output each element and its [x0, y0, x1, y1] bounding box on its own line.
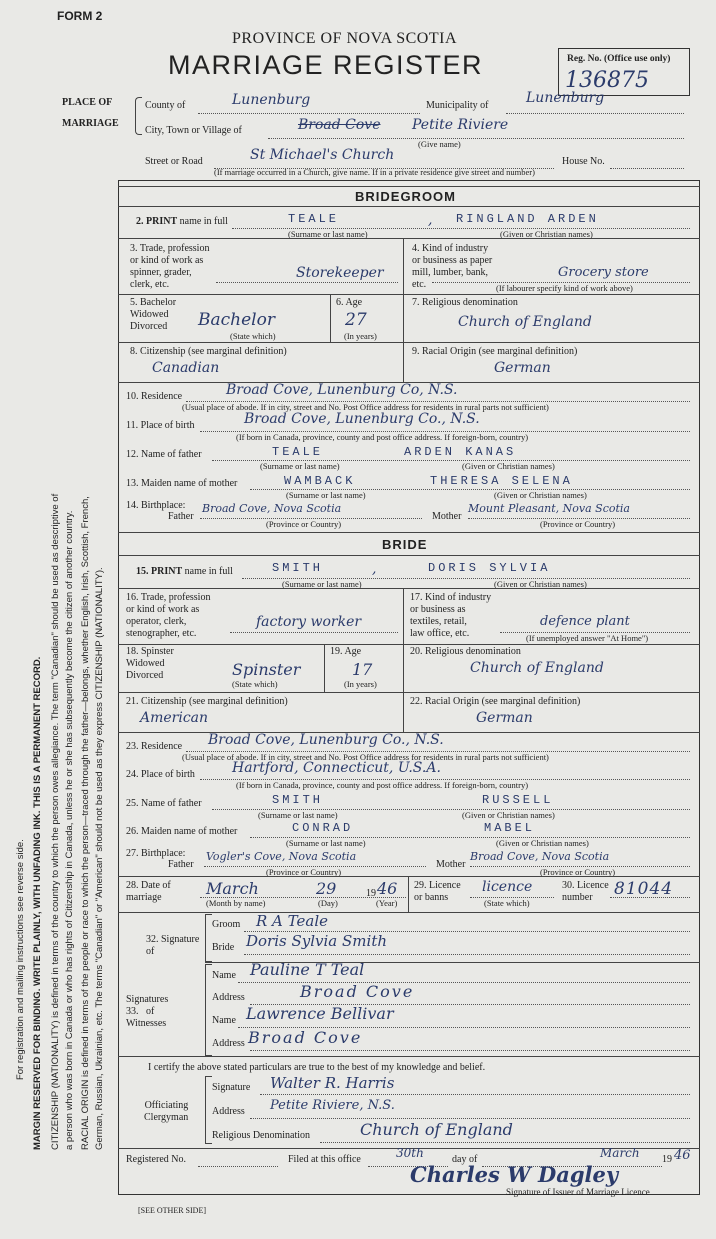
witness-2-name: Lawrence Bellivar — [246, 1004, 394, 1023]
groom-industry-label: 4. Kind of industry or business as paper mill, lumber, bank, etc. — [412, 243, 493, 290]
bride-status-label: 18. Spinster Widowed Divorced — [126, 646, 174, 681]
church-note: (If marriage occurred in a Church, give name. If in a private residence give street and number) — [214, 167, 535, 177]
form-number: FORM 2 — [57, 9, 103, 23]
bride-industry: defence plant — [540, 614, 630, 629]
clergyman-denomination: Church of England — [360, 1120, 513, 1139]
signature-label-33: Signatures 33. of Witnesses — [126, 994, 169, 1029]
bride-father-given: RUSSELL — [482, 793, 554, 807]
groom-status-label: 5. Bachelor Widowed Divorced — [130, 297, 177, 332]
groom-racial-label: 9. Racial Origin (see marginal definition) — [412, 346, 578, 357]
witness-1-name: Pauline T Teal — [250, 960, 365, 979]
signature-label-32: 32. Signature of — [146, 934, 200, 957]
certify-statement: I certify the above stated particulars are true to the best of my knowledge and belief. — [148, 1062, 486, 1073]
bride-heading: BRIDE — [382, 537, 428, 552]
bridegroom-heading: BRIDEGROOM — [355, 189, 456, 204]
groom-age: 27 — [345, 310, 367, 330]
filed-label: Filed at this office — [288, 1154, 361, 1165]
issuer-signature: Charles W Dagley — [410, 1162, 619, 1187]
bride-father-label: 25. Name of father — [126, 798, 202, 809]
groom-trade-label: 3. Trade, profession or kind of work as spinner, grader, clerk, etc. — [130, 243, 210, 290]
bride-mother-birthplace: Broad Cove, Nova Scotia — [470, 850, 610, 863]
groom-father-given: ARDEN KANAS — [404, 445, 517, 459]
filed-year: 46 — [674, 1148, 691, 1163]
bride-birth-label: 24. Place of birth — [126, 769, 195, 780]
bride-racial: German — [476, 710, 533, 726]
sidebar-line-2: MARGIN RESERVED FOR BINDING. WRITE PLAINLY, WITH UNFADING INK. THIS IS A PERMANENT RECORD. — [32, 656, 43, 1150]
bride-industry-label: 17. Kind of industry or business as textiles, retail, law office, etc. — [410, 592, 492, 639]
groom-residence-label: 10. Residence — [126, 391, 183, 402]
groom-age-label: 6. Age — [336, 297, 363, 308]
bride-mother-given: MABEL — [484, 821, 536, 835]
bride-citizenship-label: 21. Citizenship (see marginal definition) — [126, 696, 288, 707]
clergyman-address: Petite Riviere, N.S. — [270, 1098, 395, 1113]
filed-month: March — [600, 1146, 640, 1160]
bride-birth: Hartford, Connecticut, U.S.A. — [232, 760, 441, 776]
groom-given: RINGLAND ARDEN — [456, 212, 599, 226]
bride-given: DORIS SYLVIA — [428, 561, 551, 575]
groom-trade: Storekeeper — [296, 265, 384, 281]
city-struck-value: Broad Cove — [298, 117, 381, 133]
issuer-label: Signature of Issuer of Marriage Licence — [506, 1187, 650, 1197]
bride-birthplace-label: 27. Birthplace: — [126, 848, 186, 859]
reg-number-box — [558, 48, 690, 96]
document-title: MARRIAGE REGISTER — [168, 50, 484, 80]
city-label: City, Town or Village of — [145, 125, 242, 136]
bride-mother-surname: CONRAD — [292, 821, 354, 835]
marriage-year: 46 — [377, 879, 398, 898]
city-value: Petite Riviere — [412, 117, 509, 133]
sidebar-line-4: a person who was born in Canada or who has rights of Citizenship in Canada, unless he or she has subsequently become the citizen of another country. — [64, 510, 75, 1150]
groom-mother-surname: WAMBACK — [284, 474, 356, 488]
bride-father-birthplace: Vogler's Cove, Nova Scotia — [206, 850, 357, 863]
bride-age-label: 19. Age — [330, 646, 362, 657]
see-other-side: [SEE OTHER SIDE] — [138, 1206, 206, 1215]
groom-religion-label: 7. Religious denomination — [412, 297, 518, 308]
bride-racial-label: 22. Racial Origin (see marginal definition) — [410, 696, 581, 707]
reg-number-label: Reg. No. (Office use only) — [567, 54, 671, 64]
street-label: Street or Road — [145, 156, 203, 167]
bride-age: 17 — [352, 660, 373, 679]
bride-trade-label: 16. Trade, profession or kind of work as operator, clerk, stenographer, etc. — [126, 592, 211, 639]
licence-number-label: 30. Licence number — [562, 880, 609, 903]
bride-mother-label: 26. Maiden name of mother — [126, 826, 238, 837]
house-label: House No. — [562, 156, 605, 167]
groom-religion: Church of England — [458, 314, 592, 330]
groom-residence: Broad Cove, Lunenburg Co, N.S. — [226, 382, 458, 398]
bride-residence-label: 23. Residence — [126, 741, 183, 752]
groom-mother-birthplace: Mount Pleasant, Nova Scotia — [468, 502, 630, 515]
place-bracket — [135, 97, 142, 135]
groom-status: Bachelor — [198, 310, 275, 330]
bride-religion: Church of England — [470, 660, 604, 676]
province-title: PROVINCE OF NOVA SCOTIA — [232, 30, 458, 47]
groom-racial: German — [494, 360, 551, 376]
groom-surname: TEALE — [288, 212, 340, 226]
bride-trade: factory worker — [256, 614, 362, 630]
licence-number: 81044 — [614, 879, 674, 899]
give-name-note: (Give name) — [418, 139, 461, 149]
sidebar-line-5: RACIAL ORIGIN is defined in terms of the people or race to which the person—traced through the father—belongs, whether English, Irish, Scottish, French, — [80, 496, 91, 1150]
reg-number-value: 136875 — [565, 68, 649, 93]
licence-label: 29. Licence or banns — [414, 880, 461, 903]
groom-industry: Grocery store — [558, 265, 649, 280]
place-label: PLACE OF MARRIAGE — [62, 97, 119, 129]
bride-father-surname: SMITH — [272, 793, 324, 807]
sidebar-line-3: CITIZENSHIP (NATIONALITY) is defined in terms of the country to which the person owes allegiance. The term "Canadian" should be used as descriptive of — [50, 493, 61, 1150]
groom-birth-label: 11. Place of birth — [126, 420, 195, 431]
groom-father-surname: TEALE — [272, 445, 324, 459]
county-value: Lunenburg — [232, 92, 311, 108]
bride-signature: Doris Sylvia Smith — [246, 932, 388, 950]
marriage-month: March — [206, 879, 259, 898]
groom-birth: Broad Cove, Lunenburg Co., N.S. — [244, 411, 480, 427]
sidebar-line-1: For registration and mailing instructions see reverse side. — [15, 839, 26, 1080]
municipality-label: Municipality of — [426, 100, 489, 111]
groom-father-label: 12. Name of father — [126, 449, 202, 460]
witness-2-address: Broad Cove — [248, 1028, 363, 1047]
clergyman-signature: Walter R. Harris — [270, 1074, 395, 1092]
clergyman-label: Officiating Clergyman — [144, 1100, 189, 1123]
registered-label: Registered No. — [126, 1154, 186, 1165]
groom-name-label: 2. PRINT name in full — [136, 216, 228, 227]
witness-1-address: Broad Cove — [300, 982, 415, 1001]
bride-status: Spinster — [232, 660, 301, 679]
groom-mother-label: 13. Maiden name of mother — [126, 478, 238, 489]
groom-mother-given: THERESA SELENA — [430, 474, 573, 488]
bride-name-label: 15. PRINT name in full — [136, 566, 233, 577]
groom-signature: R A Teale — [256, 912, 328, 930]
filed-day: 30th — [396, 1146, 424, 1160]
street-value: St Michael's Church — [250, 147, 395, 163]
marriage-day: 29 — [316, 879, 337, 898]
groom-citizenship-label: 8. Citizenship (see marginal definition) — [130, 346, 287, 357]
county-label: County of — [145, 100, 186, 111]
licence-type: licence — [482, 879, 533, 895]
bride-surname: SMITH — [272, 561, 324, 575]
bride-religion-label: 20. Religious denomination — [410, 646, 521, 657]
sidebar-line-6: German, Russian, Ukrainian, etc. The terms "Canadian" or "American" should not be used as they express CITIZENSHIP (NATIONALITY). — [94, 567, 105, 1150]
groom-birthplace-label: 14. Birthplace: — [126, 500, 186, 511]
groom-citizenship: Canadian — [152, 360, 220, 376]
groom-father-birthplace: Broad Cove, Nova Scotia — [202, 502, 342, 515]
marriage-date-label: 28. Date of marriage — [126, 880, 171, 903]
bride-citizenship: American — [140, 710, 209, 726]
municipality-value: Lunenburg — [526, 90, 605, 106]
bride-residence: Broad Cove, Lunenburg Co., N.S. — [208, 732, 444, 748]
